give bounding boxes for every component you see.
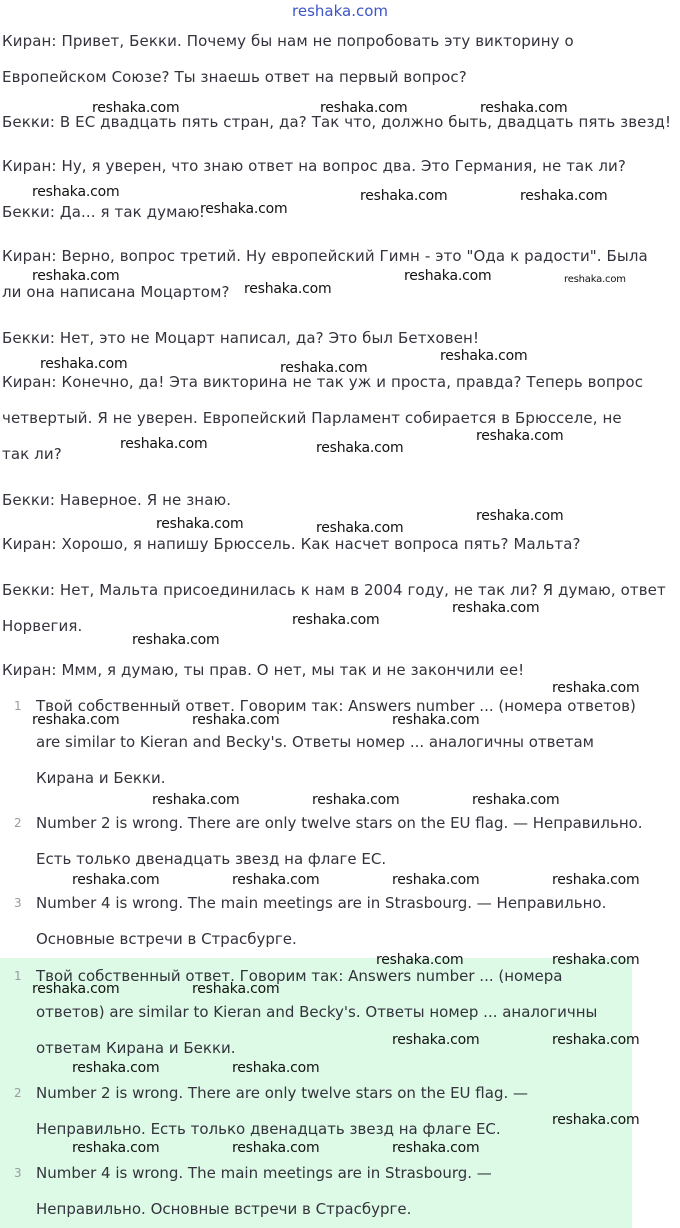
answer-line: ответов) are similar to Kieran and Becky's. Ответы номер ... аналогичны: [36, 1003, 598, 1021]
watermark: reshaka.com: [40, 356, 128, 372]
dialogue-line: так ли?: [2, 445, 62, 463]
dialogue-line: Киран: Конечно, да! Эта викторина не так уж и проста, правда? Теперь вопрос: [2, 373, 644, 391]
watermark: reshaka.com: [232, 1140, 320, 1156]
dialogue-line: Бекки: В ЕС двадцать пять стран, да? Так что, должно быть, двадцать пять звезд!: [2, 113, 672, 131]
dialogue-line: Бекки: Нет, это не Моцарт написал, да? Это был Бетховен!: [2, 329, 480, 347]
watermark: reshaka.com: [32, 712, 120, 728]
dialogue-line: Киран: Привет, Бекки. Почему бы нам не попробовать эту викторину о: [2, 32, 574, 50]
watermark: reshaka.com: [192, 981, 280, 997]
watermark: reshaka.com: [476, 428, 564, 444]
watermark: reshaka.com: [552, 680, 640, 696]
watermark: reshaka.com: [72, 1140, 160, 1156]
answer-number: 2: [14, 1086, 22, 1100]
answer-line: Number 4 is wrong. The main meetings are in Strasbourg. — Неправильно.: [36, 894, 607, 912]
watermark: reshaka.com: [316, 520, 404, 536]
watermark: reshaka.com: [476, 508, 564, 524]
dialogue-line: Бекки: Да... я так думаю.: [2, 203, 205, 221]
answer-line: Кирана и Бекки.: [36, 769, 166, 787]
watermark: reshaka.com: [480, 100, 568, 116]
watermark: reshaka.com: [200, 201, 288, 217]
answer-line: Number 2 is wrong. There are only twelve stars on the EU flag. —: [36, 1084, 529, 1102]
watermark: reshaka.com: [360, 188, 448, 204]
dialogue-line: Норвегия.: [2, 617, 83, 635]
dialogue-line: Киран: Верно, вопрос третий. Ну европейский Гимн - это "Ода к радости". Была: [2, 247, 648, 265]
watermark: reshaka.com: [132, 632, 220, 648]
watermark: reshaka.com: [376, 952, 464, 968]
watermark: reshaka.com: [552, 872, 640, 888]
watermark: reshaka.com: [392, 1140, 480, 1156]
answer-line: Твой собственный ответ. Говорим так: Answers number ... (номера ответов): [36, 697, 636, 715]
watermark: reshaka.com: [440, 348, 528, 364]
answer-line: Number 4 is wrong. The main meetings are in Strasbourg. —: [36, 1164, 492, 1182]
dialogue-line: Бекки: Нет, Мальта присоединилась к нам в 2004 году, не так ли? Я думаю, ответ: [2, 581, 666, 599]
watermark: reshaka.com: [72, 872, 160, 888]
watermark: reshaka.com: [316, 440, 404, 456]
watermark: reshaka.com: [552, 1032, 640, 1048]
answer-line: Основные встречи в Страсбурге.: [36, 930, 297, 948]
watermark: reshaka.com: [244, 281, 332, 297]
watermark: reshaka.com: [72, 1060, 160, 1076]
answer-number: 3: [14, 1166, 22, 1180]
watermark: reshaka.com: [156, 516, 244, 532]
answer-number: 3: [14, 896, 22, 910]
watermark: reshaka.com: [92, 100, 180, 116]
watermark: reshaka.com: [32, 184, 120, 200]
answer-number: 1: [14, 969, 22, 983]
answer-number: 1: [14, 699, 22, 713]
watermark: reshaka.com: [392, 1032, 480, 1048]
watermark: reshaka.com: [152, 792, 240, 808]
answer-line: Неправильно. Есть только двенадцать звезд на флаге ЕС.: [36, 1120, 501, 1138]
watermark: reshaka.com: [392, 872, 480, 888]
answer-number: 2: [14, 816, 22, 830]
watermark: reshaka.com: [312, 792, 400, 808]
watermark: reshaka.com: [32, 981, 120, 997]
answer-line: Неправильно. Основные встречи в Страсбурге.: [36, 1200, 412, 1218]
watermark: reshaka.com: [192, 712, 280, 728]
watermark: reshaka.com: [472, 792, 560, 808]
watermark: reshaka.com: [564, 274, 626, 285]
watermark: reshaka.com: [292, 612, 380, 628]
watermark: reshaka.com: [232, 1060, 320, 1076]
watermark: reshaka.com: [32, 268, 120, 284]
dialogue-line: Киран: Хорошо, я напишу Брюссель. Как насчет вопроса пять? Мальта?: [2, 535, 581, 553]
answer-line: are similar to Kieran and Becky's. Ответы номер ... аналогичны ответам: [36, 733, 594, 751]
watermark: reshaka.com: [520, 188, 608, 204]
watermark: reshaka.com: [120, 436, 208, 452]
dialogue-line: ли она написана Моцартом?: [2, 283, 230, 301]
dialogue-line: четвертый. Я не уверен. Европейский Парламент собирается в Брюсселе, не: [2, 409, 622, 427]
watermark: reshaka.com: [232, 872, 320, 888]
dialogue-line: Бекки: Наверное. Я не знаю.: [2, 491, 232, 509]
answer-line: Твой собственный ответ. Говорим так: Answers number ... (номера: [36, 967, 563, 985]
watermark: reshaka.com: [280, 360, 368, 376]
watermark: reshaka.com: [452, 600, 540, 616]
dialogue-line: Киран: Ммм, я думаю, ты прав. О нет, мы так и не закончили ее!: [2, 661, 525, 679]
answer-line: Number 2 is wrong. There are only twelve stars on the EU flag. — Неправильно.: [36, 814, 643, 832]
answer-line: Есть только двенадцать звезд на флаге ЕС.: [36, 850, 387, 868]
watermark: reshaka.com: [404, 268, 492, 284]
watermark: reshaka.com: [392, 712, 480, 728]
dialogue-line: Киран: Ну, я уверен, что знаю ответ на вопрос два. Это Германия, не так ли?: [2, 157, 626, 175]
watermark: reshaka.com: [552, 952, 640, 968]
watermark: reshaka.com: [552, 1112, 640, 1128]
watermark: reshaka.com: [320, 100, 408, 116]
dialogue-line: Европейском Союзе? Ты знаешь ответ на первый вопрос?: [2, 68, 467, 86]
site-logo: reshaka.com: [292, 2, 388, 20]
answer-line: ответам Кирана и Бекки.: [36, 1039, 236, 1057]
